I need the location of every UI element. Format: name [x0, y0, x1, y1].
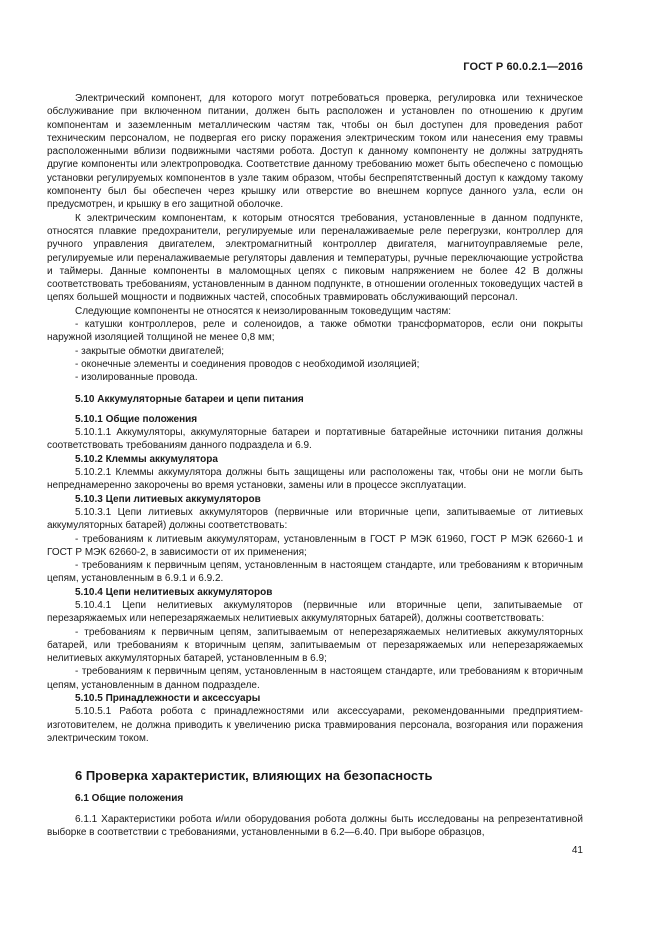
- paragraph: Электрический компонент, для которого могут потребоваться проверка, регулировка или техническое обслуживание при включенном питании, должен быть расположен и установлен по отношению к другим компонентам и заземленным металлическим частям так, чтобы он был доступен для проведения работ техническим персоналом, не подвергая его риску поражения электрическим током или нанесения ему травмы расположенными вблизи подвижными частями робота. Доступ к данному компоненту не должны затруднять другие компоненты или электропроводка. Соответствие данному требованию может быть обеспечено с помощью установки регулируемых компонентов в узле таким образом, чтобы беспрепятственный доступ к каждому такому компоненту был бы обеспечен через крышку или отверстие во внешнем корпусе данного узла, если он предусмотрен, и крышку в его защитной оболочке.: [47, 93, 583, 211]
- paragraph: К электрическим компонентам, к которым относятся требования, установленные в данном подпункте, относятся плавкие предохранители, регулируемые или переналаживаемые реле перегрузки, контроллер для ручного управления двигателем, электромагнитный контроллер двигателя, магнитоуправляемые реле, регулируемые или переналаживаемые регуляторы давления и температуры, ручные переключающие устройства и таймеры. Данные компоненты в маломощных цепях с пиковым напряжением не более 42 В должны соответствовать требованиям, установленным в данном подпункте, в отношении оголенных токоведущих частей в цепях большей мощности и подвижных частей, способных травмировать обслуживающий персонал.: [47, 212, 583, 304]
- list-item: - оконечные элементы и соединения проводов с необходимой изоляцией;: [75, 358, 420, 370]
- subsection-heading: 5.10.2 Клеммы аккумулятора: [75, 453, 218, 465]
- paragraph: 5.10.1.1 Аккумуляторы, аккумуляторные батареи и портативные батарейные источники питания должны соответствовать требованиям данного подраздела и 6.9.: [47, 427, 583, 452]
- list-item: - закрытые обмотки двигателей;: [75, 345, 225, 357]
- page-content: [47, 92, 583, 839]
- section-heading: 6.1 Общие положения: [75, 793, 184, 805]
- subsection-heading: 5.10.1 Общие положения: [75, 413, 198, 425]
- list-item: - требованиям к литиевым аккумуляторам, установленным в ГОСТ Р МЭК 61960, ГОСТ Р МЭК 62660-1 и ГОСТ Р МЭК 62660-2, в зависимости от их применения;: [47, 533, 583, 558]
- chapter-heading: 6 Проверка характеристик, влияющих на безопасность: [75, 768, 433, 784]
- paragraph: 5.10.3.1 Цепи литиевых аккумуляторов (первичные или вторичные цепи, запитываемые от литиевых аккумуляторных батарей) должны соответствовать:: [47, 506, 583, 532]
- paragraph: 5.10.5.1 Работа робота с принадлежностями или аксессуарами, рекомендованными предприятием-изготовителем, не должна приводить к увеличению риска травмирования персонала, возгорания или поражения электрическим током.: [47, 706, 583, 744]
- subsection-heading: 5.10.3 Цепи литиевых аккумуляторов: [75, 493, 261, 505]
- list-item: - требованиям к первичным цепям, установленным в настоящем стандарте, или требованиям к вторичным цепям, установленным в данном подразделе.: [47, 666, 583, 691]
- subsection-heading: 5.10.4 Цепи нелитиевых аккумуляторов: [75, 586, 273, 598]
- list-item: - катушки контроллеров, реле и соленоидов, а также обмотки трансформаторов, если они покрыты наружной изоляцией толщиной не менее 0,8 мм;: [47, 319, 583, 344]
- list-item: - требованиям к первичным цепям, установленным в настоящем стандарте, или требованиям к вторичным цепям, установленным в 6.9.1 и 6.9.2.: [47, 560, 583, 585]
- section-heading: 5.10 Аккумуляторные батареи и цепи питания: [75, 393, 304, 405]
- paragraph: 5.10.2.1 Клеммы аккумулятора должны быть защищены или расположены так, чтобы они не могли быть непреднамеренно закорочены во время установки, замены или в процессе эксплуатации.: [47, 467, 583, 492]
- paragraph: 5.10.4.1 Цепи нелитиевых аккумуляторов (первичные или вторичные цепи, запитываемые от перезаряжаемых или неперезаряжаемых нелитиевых аккумуляторных батарей), должны соответствовать:: [47, 599, 583, 625]
- paragraph: 6.1.1 Характеристики робота и/или оборудования робота должны быть исследованы на репрезентативной выборке в соответствии с требованиями, установленными в 6.2—6.40. При выборе образцов,: [47, 813, 583, 838]
- document-code: ГОСТ Р 60.0.2.1—2016: [463, 61, 583, 73]
- list-item: - требованиям к первичным цепям, запитываемым от неперезаряжаемых нелитиевых аккумуляторных батарей, или требованиям к вторичным цепям, запитываемым от перезаряжаемых или неперезаряжаемых нелитиевых аккумуляторных батарей, установленным в 6.9;: [47, 626, 583, 665]
- page-number: 41: [571, 845, 583, 856]
- paragraph: Следующие компоненты не относятся к неизолированным токоведущим частям:: [75, 305, 452, 317]
- subsection-heading: 5.10.5 Принадлежности и аксессуары: [75, 693, 261, 705]
- list-item: - изолированные провода.: [75, 372, 198, 384]
